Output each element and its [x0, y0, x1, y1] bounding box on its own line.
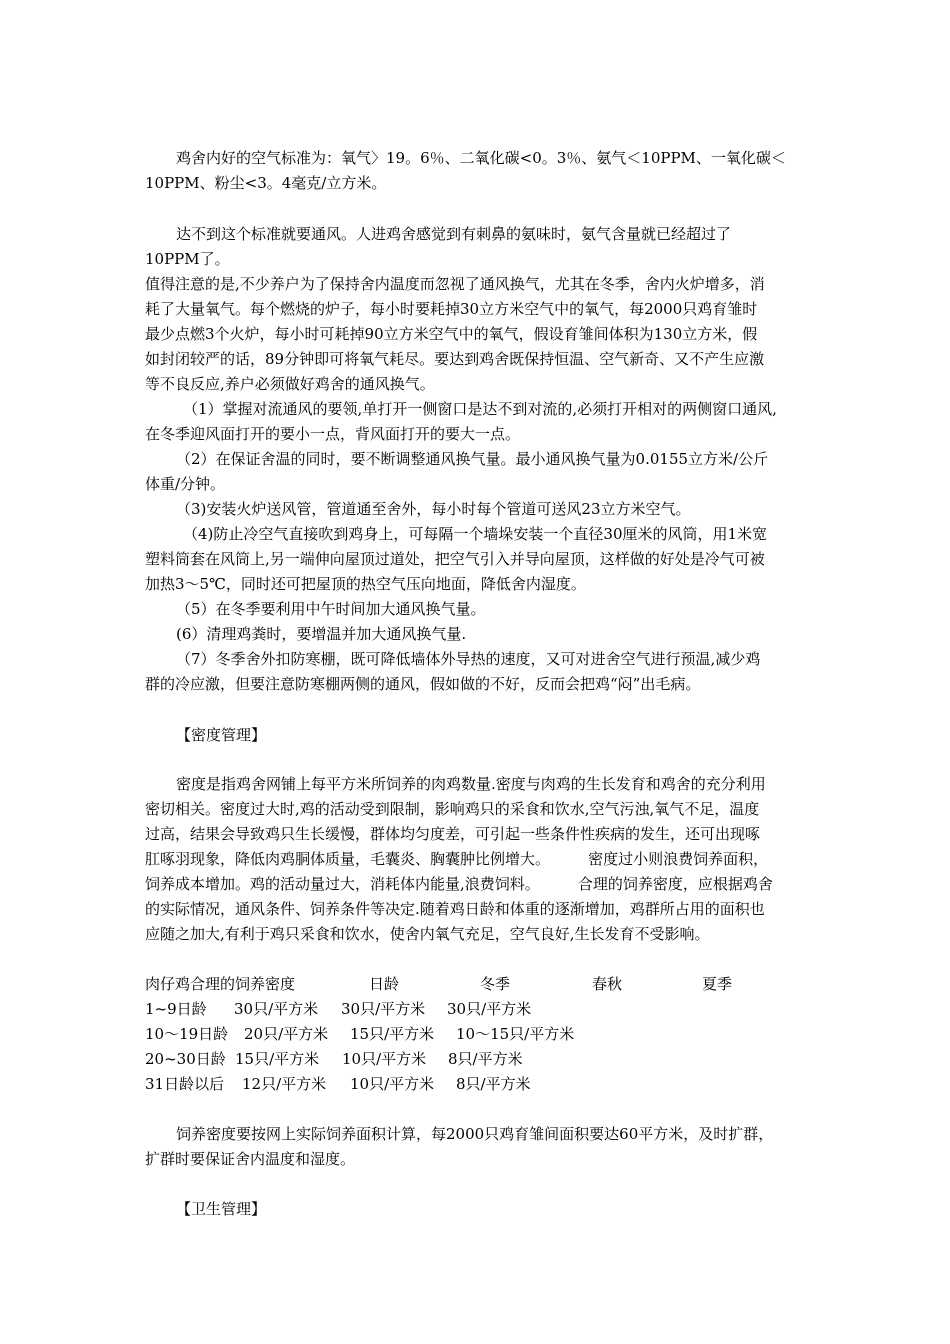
- list-item-line: （4)防止冷空气直接吹到鸡身上，可每隔一个墙垛安装一个直径30厘米的风筒，用1米宽: [183, 525, 768, 543]
- list-item-line: （2）在保证舍温的同时，要不断调整通风换气量。最小通风换气量为0.0155立方米/公斤: [176, 450, 769, 468]
- paragraph-line: 密切相关。密度过大时,鸡的活动受到限制，影响鸡只的采食和饮水,空气污浊,氧气不足，温度: [145, 800, 760, 818]
- table-cell: 31日龄以后: [145, 1075, 225, 1093]
- paragraph-line: 达不到这个标准就要通风。人进鸡舍感觉到有刺鼻的氨味时，氨气含量就已经超过了: [176, 225, 732, 243]
- table-cell: 1~9日龄: [145, 1000, 207, 1018]
- list-item-line: （3)安装火炉送风管，管道通至舍外，每小时每个管道可送风23立方米空气。: [176, 500, 691, 518]
- list-item-line: （1）掌握对流通风的要领,单打开一侧窗口是达不到对流的,必须打开相对的两侧窗口通风,: [183, 400, 777, 418]
- paragraph-line: 鸡舍内好的空气标准为：氧气〉19。6％、二氧化碳<0。3％、氨气＜10PPM、一氧化碳＜: [176, 149, 786, 167]
- table-cell: 30只/平方米: [447, 1000, 532, 1018]
- paragraph-line: 的实际情况，通风条件、饲养条件等决定.随着鸡日龄和体重的逐渐增加，鸡群所占用的面积也: [145, 900, 765, 918]
- paragraph-line: 应随之加大,有利于鸡只采食和饮水，使舍内氧气充足，空气良好,生长发育不受影响。: [145, 925, 710, 943]
- table-header: 夏季: [702, 975, 733, 993]
- section-heading: 【密度管理】: [176, 726, 267, 744]
- paragraph-line: 如封闭较严的话，89分钟即可将氧气耗尽。要达到鸡舍既保持恒温、空气新奇、又不产生应激: [145, 350, 765, 368]
- table-cell: 10只/平方米: [342, 1050, 427, 1068]
- paragraph-line: 10PPM、粉尘<3。4毫克/立方米。: [145, 174, 387, 192]
- list-item-line: 体重/分钟。: [145, 475, 226, 493]
- table-cell: 20~30日龄: [145, 1050, 226, 1068]
- table-cell: 8只/平方米: [456, 1075, 531, 1093]
- paragraph-line: 肛啄羽现象，降低肉鸡胴体质量，毛囊炎、胸囊肿比例增大。 密度过小则浪费饲养面积，: [145, 850, 769, 868]
- table-header: 冬季: [480, 975, 511, 993]
- table-cell: 10只/平方米: [350, 1075, 435, 1093]
- paragraph-line: 饲养成本增加。鸡的活动量过大，消耗体内能量,浪费饲料。 合理的饲养密度，应根据鸡舍: [145, 875, 773, 893]
- table-cell: 8只/平方米: [448, 1050, 523, 1068]
- paragraph-line: 值得注意的是,不少养户为了保持舍内温度而忽视了通风换气，尤其在冬季，舍内火炉增多，消: [145, 275, 765, 293]
- table-cell: 10～19日龄: [145, 1025, 229, 1043]
- table-cell: 30只/平方米: [341, 1000, 426, 1018]
- paragraph-line: 扩群时要保证舍内温度和湿度。: [145, 1150, 356, 1168]
- list-item-line: 群的冷应激，但要注意防寒棚两侧的通风，假如做的不好，反而会把鸡“闷”出毛病。: [145, 675, 701, 693]
- table-cell: 15只/平方米: [350, 1025, 435, 1043]
- paragraph-line: 密度是指鸡舍网铺上每平方米所饲养的肉鸡数量.密度与肉鸡的生长发育和鸡舍的充分利用: [176, 775, 766, 793]
- paragraph-line: 最少点燃3个火炉，每小时可耗掉90立方米空气中的氧气，假设育雏间体积为130立方米，假: [145, 325, 758, 343]
- table-cell: 15只/平方米: [235, 1050, 320, 1068]
- list-item-line: 在冬季迎风面打开的要小一点，背风面打开的要大一点。: [145, 425, 521, 443]
- paragraph-line: 10PPM了。: [145, 250, 230, 268]
- table-title: 肉仔鸡合理的饲养密度: [145, 975, 296, 993]
- table-cell: 12只/平方米: [242, 1075, 327, 1093]
- paragraph-line: 饲养密度要按网上实际饲养面积计算，每2000只鸡育雏间面积要达60平方米，及时扩群，: [176, 1125, 774, 1143]
- table-cell: 20只/平方米: [244, 1025, 329, 1043]
- table-header: 春秋: [592, 975, 623, 993]
- list-item-line: 塑料筒套在风筒上,另一端伸向屋顶过道处，把空气引入并导向屋顶，这样做的好处是冷气可被: [145, 550, 765, 568]
- list-item-line: （5）在冬季要利用中午时间加大通风换气量。: [176, 600, 486, 618]
- section-heading: 【卫生管理】: [176, 1200, 267, 1218]
- list-item-line: (6）清理鸡粪时，要增温并加大通风换气量.: [176, 625, 467, 643]
- paragraph-line: 过高，结果会导致鸡只生长缓慢，群体均匀度差，可引起一些条件性疾病的发生，还可出现啄: [145, 825, 761, 843]
- table-header: 日龄: [369, 975, 400, 993]
- table-cell: 10～15只/平方米: [456, 1025, 575, 1043]
- paragraph-line: 等不良反应,养户必须做好鸡舍的通风换气。: [145, 375, 435, 393]
- paragraph-line: 耗了大量氧气。每个燃烧的炉子，每小时要耗掉30立方米空气中的氧气，每2000只鸡育雏时: [145, 300, 758, 318]
- table-cell: 30只/平方米: [234, 1000, 319, 1018]
- list-item-line: （7）冬季舍外扣防寒棚，既可降低墙体外导热的速度，又可对进舍空气进行预温,减少鸡: [176, 650, 761, 668]
- list-item-line: 加热3～5℃，同时还可把屋顶的热空气压向地面，降低舍内湿度。: [145, 575, 586, 593]
